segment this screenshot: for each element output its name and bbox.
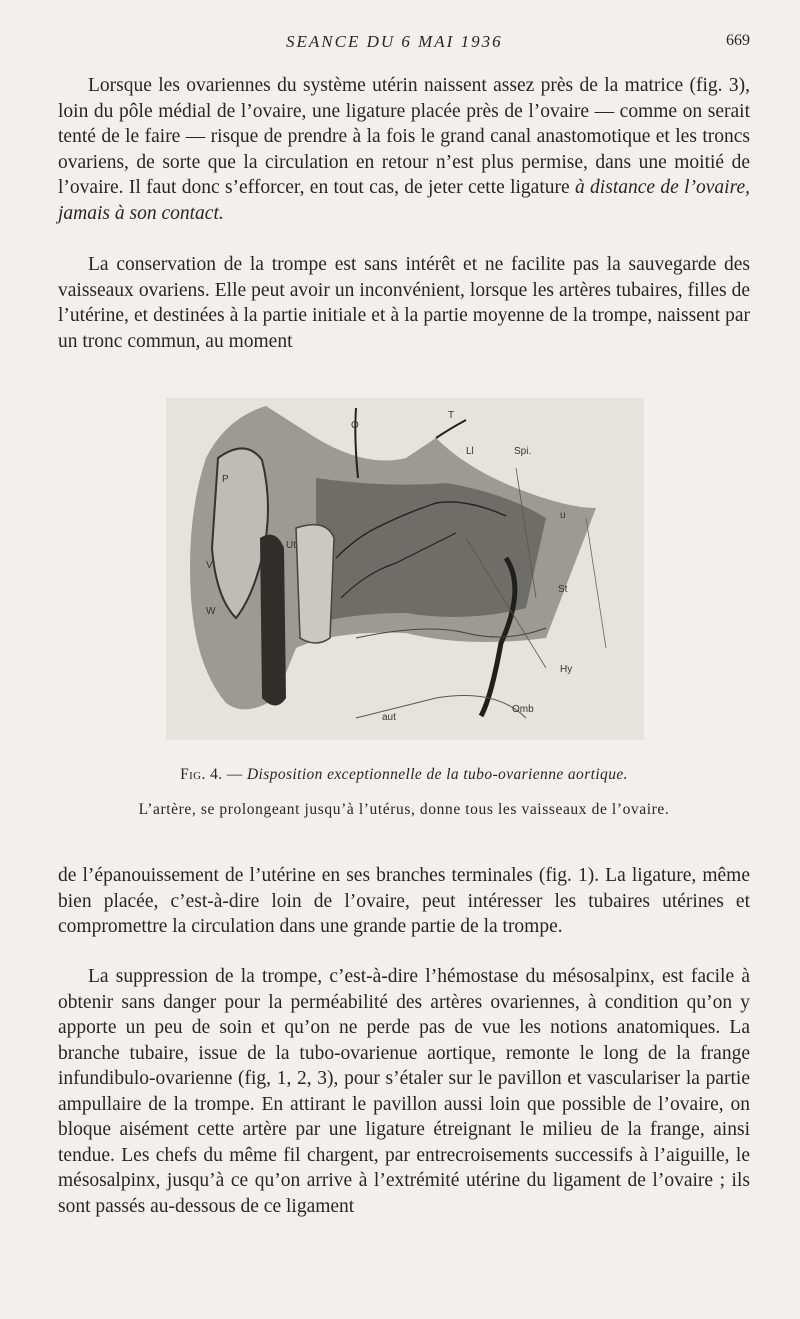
- fig-label-u: u: [560, 510, 566, 521]
- fig-label-w: W: [206, 606, 216, 617]
- figure-illustration: [166, 398, 644, 740]
- fig-label-spi: Spi.: [514, 446, 532, 457]
- fig-label-aut: aut: [382, 712, 396, 723]
- figure-number: Fig. 4.: [180, 766, 223, 783]
- paragraph-1-text: Lorsque les ovariennes du système utérin naissent assez près de la matrice (fig. 3), loin du pôle médial de l’ovaire, une ligature placée près de l’ovaire — comme on serait tenté de le faire — risque de prendre à la fois le grand canal anastomotique et les troncs ovariens, de sorte que la circulation en retour n’est plus permise, dans une moitié de l’ovaire. Il faut donc s’efforcer, en tout cas, de jeter cette ligature: [58, 75, 750, 198]
- fig-label-hy: Hy: [560, 664, 573, 675]
- paragraph-4: La suppression de la trompe, c’est-à-dire l’hémostase du mésosalpinx, est facile à obtenir sans danger pour la perméabilité des artères ovariennes, à condition qu’on y apporte un peu de soin et qu’on ne perde pas de vue les notions anatomiques. La branche tubaire, issue de la tubo-ovarienue aortique, remonte le long de la frange infundibulo-ovarienne (fig, 1, 2, 3), pour s’étaler sur le pavillon et vasculariser la partie ampullaire de la trompe. En attirant le pavillon aussi loin que possible de l’ovaire, on bloque aisément cette artère par une ligature étreignant le milieu de la frange, ainsi tendue. Les chefs du même fil chargent, par entrecroisements successifs à l’aiguille, le mésosalpinx, jusqu’à ce qu’on arrive à l’extrémité utérine du ligament de l’ovaire ; ils sont passés au-dessous de ce ligament: [58, 966, 750, 1217]
- paragraph-1: [58, 73, 750, 226]
- fig-label-omb: Omb: [512, 704, 534, 715]
- fig-label-ut: Ut: [286, 540, 296, 551]
- page-header: [58, 32, 750, 54]
- fig-label-t: T: [448, 410, 455, 421]
- fig-label-v: V: [206, 560, 213, 571]
- fig-label-o: O: [351, 420, 359, 431]
- anatomical-figure: [166, 398, 644, 740]
- figure-note: L’artère, se prolongeant jusqu’à l’utérus, donne tous les vaisseaux de l’ovaire.: [138, 801, 670, 818]
- running-head: SEANCE DU 6 MAI 1936: [286, 32, 503, 51]
- fig-label-ll: Ll: [466, 446, 474, 457]
- figure-caption: [58, 766, 750, 784]
- page-number: 669: [726, 32, 750, 49]
- figure-title: Disposition exceptionnelle de la tubo-ovarienne aortique.: [246, 766, 628, 783]
- fig-label-p: P: [222, 474, 229, 485]
- paragraph-2: La conservation de la trompe est sans intérêt et ne facilite pas la sauvegarde des vaisseaux ovariens. Elle peut avoir un inconvénient, lorsque les artères tubaires, filles de l’utérine, et destinées à la partie initiale et à la partie moyenne de la trompe, naissent par un tronc commun, au moment: [58, 254, 750, 352]
- fig-label-st: St: [558, 584, 568, 595]
- paragraph-1-emphasis: à distance de l’ovaire, jamais à son contact.: [58, 177, 750, 224]
- paragraph-3: de l’épanouissement de l’utérine en ses branches terminales (fig. 1). La ligature, même bien placée, c’est-à-dire loin de l’ovaire, peut intéresser les tubaires utérines et compromettre la circulation dans une grande partie de la trompe.: [58, 865, 750, 937]
- figure-caption-dash: —: [222, 766, 247, 783]
